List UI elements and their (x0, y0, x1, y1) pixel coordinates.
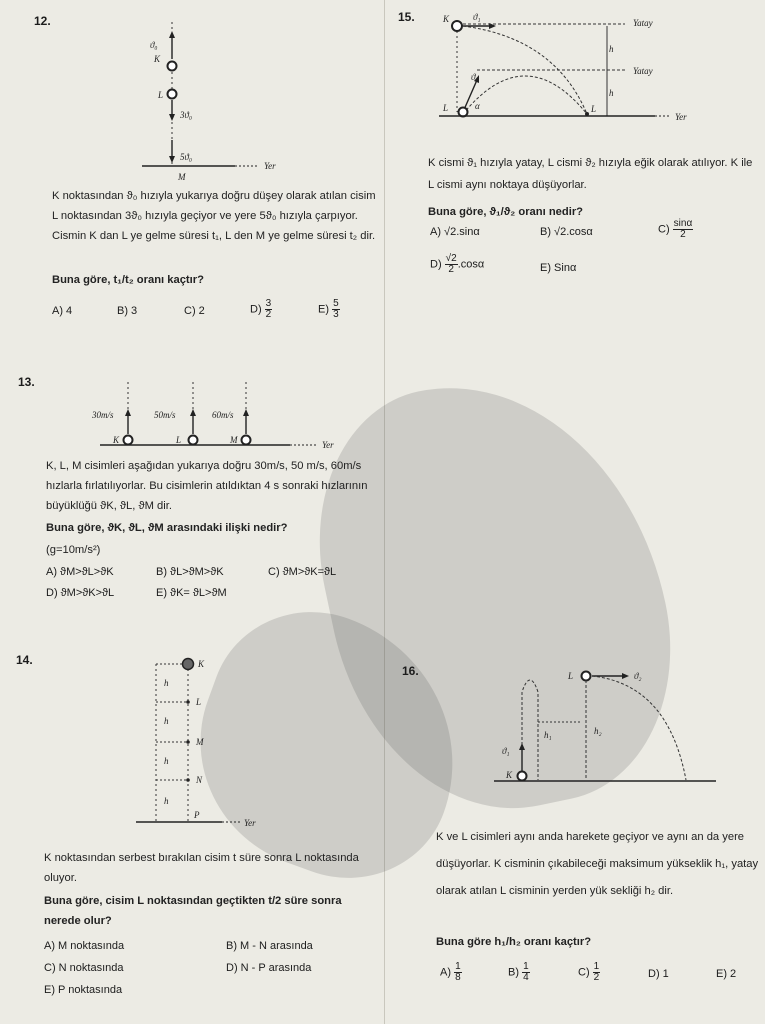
q12-figure (130, 14, 290, 184)
q13-question: Buna göre, ϑK, ϑL, ϑM arasındaki ilişki nedir? (46, 522, 288, 534)
q14-k-label: K (198, 659, 205, 669)
q16-option-a-prefix: A) (440, 966, 451, 979)
q16-figure (488, 662, 720, 786)
q12-v0-label: ϑ₀ (150, 40, 158, 50)
q16-option-b[interactable] (508, 962, 530, 983)
q15-ground-label: Yer (675, 112, 687, 122)
q15-option-c-fraction (673, 219, 694, 240)
q15-option-d[interactable] (430, 254, 484, 275)
q13-k-label: K (113, 435, 120, 445)
q12-option-d-fraction (265, 299, 273, 320)
q12-question: Buna göre, t₁/t₂ oranı kaçtır? (52, 274, 204, 286)
q12-ground-label: Yer (264, 161, 276, 171)
q12-text: K noktasından ϑ₀ hızıyla yukarıya doğru düşey olarak atılan cisim L noktasından 3ϑ₀ hızıyla geçiyor ve yere 5ϑ₀ hızıyla çarpıyor. Cismin K dan L ye gelme süresi t₁, L den M ye gelme süresi t₂ dir. (52, 190, 376, 242)
q16-option-b-num: 1 (523, 961, 529, 972)
q12-option-d[interactable] (250, 299, 272, 320)
q16-option-b-den: 4 (523, 972, 529, 983)
q15-option-c-prefix: C) (658, 223, 670, 236)
q12-option-e[interactable] (318, 299, 340, 320)
q12-number: 12. (34, 14, 51, 28)
q15-text: K cismi ϑ₁ hızıyla yatay, L cismi ϑ₂ hızıyla eğik olarak atılıyor. K ile L cismi aynı noktaya düşüyorlar. (428, 157, 753, 191)
q12-option-d-num: 3 (265, 298, 272, 309)
q13-vk-label: 30m/s (92, 410, 114, 420)
q15-alpha-label: α (475, 101, 480, 111)
q16-v1-label: ϑ₁ (502, 746, 510, 756)
q16-h1-label: h₁ (544, 730, 552, 740)
q14-option-a[interactable]: A) M noktasında (44, 940, 125, 952)
q15-h-label-1: h (609, 44, 614, 54)
q16-v2-label: ϑ₂ (634, 671, 642, 681)
q16-option-c-fraction (593, 962, 601, 983)
q12-option-e-num: 5 (333, 298, 339, 309)
q15-question: Buna göre, ϑ₁/ϑ₂ oranı nedir? (428, 206, 584, 218)
q12-option-e-fraction (332, 299, 340, 320)
q15-v1-label: ϑ₁ (473, 12, 481, 22)
q16-l-label: L (568, 671, 574, 681)
q15-yatay-label-1: Yatay (633, 18, 653, 28)
q15-option-d-prefix: D) (430, 258, 442, 271)
q16-option-c-den: 2 (593, 972, 600, 983)
q15-l-label-2: L (591, 104, 597, 114)
q15-option-c-den: 2 (680, 229, 686, 240)
q12-option-e-prefix: E) (318, 303, 329, 316)
q13-vl-label: 50m/s (154, 410, 176, 420)
q16-option-c-prefix: C) (578, 966, 590, 979)
q13-number: 13. (18, 375, 35, 389)
q13-vm-label: 60m/s (212, 410, 234, 420)
q15-option-d-num: √2 (445, 253, 457, 264)
q16-option-a[interactable] (440, 962, 462, 983)
q15-number: 15. (398, 10, 415, 24)
q15-option-d-den: 2 (448, 264, 454, 275)
q16-option-c-num: 1 (593, 961, 600, 972)
q14-ground-label: Yer (244, 818, 256, 828)
q14-option-e[interactable]: E) P noktasında (44, 984, 123, 996)
q12-option-c[interactable]: C) 2 (184, 305, 205, 317)
q15-option-e[interactable]: E) Sinα (540, 262, 577, 274)
q16-option-d[interactable]: D) 1 (648, 968, 669, 980)
q15-option-d-suffix: .cosα (457, 258, 485, 271)
q12-5v0-label: 5ϑ₀ (180, 152, 193, 162)
q14-h-label-1: h (164, 678, 169, 688)
q15-h-label-2: h (609, 88, 614, 98)
q16-option-b-fraction (522, 962, 530, 983)
q12-option-b[interactable]: B) 3 (117, 305, 138, 317)
q12-l-label: L (158, 90, 164, 100)
q12-m-label: M (178, 172, 186, 182)
q14-m-label: M (196, 737, 204, 747)
q13-text: K, L, M cisimleri aşağıdan yukarıya doğru 30m/s, 50 m/s, 60m/s hızlarla fırlatılıyorlar. Bu cisimlerin atıldıktan 4 s sonraki hızlarının büyüklüğü ϑK, ϑL, ϑM dir. (46, 460, 368, 512)
q16-question: Buna göre h₁/h₂ oranı kaçtır? (436, 936, 592, 948)
q16-option-a-den: 8 (455, 972, 461, 983)
q12-option-d-den: 2 (265, 309, 272, 320)
q16-number: 16. (402, 664, 419, 678)
q14-option-c[interactable]: C) N noktasında (44, 962, 124, 974)
q15-option-a[interactable]: A) √2.sinα (430, 226, 480, 238)
q14-h-label-4: h (164, 796, 169, 806)
q15-l-label-1: L (443, 103, 449, 113)
q13-option-c[interactable]: C) ϑM>ϑK=ϑL (268, 566, 337, 578)
q14-number: 14. (16, 653, 33, 667)
q12-option-e-den: 3 (333, 309, 339, 320)
q13-option-a[interactable]: A) ϑM>ϑL>ϑK (46, 566, 114, 578)
q14-l-label: L (196, 697, 202, 707)
q13-figure (80, 376, 370, 454)
q15-option-b[interactable]: B) √2.cosα (540, 226, 593, 238)
q16-h2-label: h₂ (594, 726, 602, 736)
q12-option-d-prefix: D) (250, 303, 262, 316)
q14-text: K noktasından serbest bırakılan cisim t süre sonra L noktasında oluyor. (44, 852, 359, 884)
q15-option-d-fraction (445, 254, 458, 275)
q14-h-label-3: h (164, 756, 169, 766)
q14-option-d[interactable]: D) N - P arasında (226, 962, 312, 974)
q14-n-label: N (196, 775, 203, 785)
q13-option-d[interactable]: D) ϑM>ϑK>ϑL (46, 587, 115, 599)
q15-yatay-label-2: Yatay (633, 66, 653, 76)
q13-option-e[interactable]: E) ϑK= ϑL>ϑM (156, 587, 227, 599)
q13-option-b[interactable]: B) ϑL>ϑM>ϑK (156, 566, 224, 578)
q14-question: Buna göre, cisim L noktasından geçtikten t/2 süre sonra nerede olur? (44, 895, 342, 927)
q16-option-b-prefix: B) (508, 966, 519, 979)
q14-p-label: P (194, 810, 200, 820)
q16-option-a-fraction (454, 962, 462, 983)
q16-option-c[interactable] (578, 962, 600, 983)
q13-ground-label: Yer (322, 440, 334, 450)
q13-m-label: M (230, 435, 238, 445)
q12-k-label: K (154, 54, 161, 64)
q15-v2-label: ϑ₂ (471, 72, 479, 82)
q14-option-b[interactable]: B) M - N arasında (226, 940, 313, 952)
q16-option-e[interactable]: E) 2 (716, 968, 737, 980)
q15-k-label: K (443, 14, 450, 24)
q16-text: K ve L cisimleri aynı anda harekete geçiyor ve aynı an da yere düşüyorlar. K cisminin çıkabileceği maksimum yükseklik h₁, yatay olarak atılan L cisminin yerden yük sekliği h₂ dir. (436, 831, 759, 897)
q13-l-label: L (176, 435, 182, 445)
q14-h-label-2: h (164, 716, 169, 726)
q12-option-a[interactable]: A) 4 (52, 305, 73, 317)
q16-option-a-num: 1 (455, 961, 461, 972)
q16-k-label: K (506, 770, 513, 780)
q15-option-c-num: sinα (673, 218, 693, 229)
q13-given: (g=10m/s²) (46, 544, 101, 556)
q12-3v0-label: 3ϑ₀ (180, 110, 193, 120)
q15-figure (425, 8, 715, 126)
q15-option-c[interactable] (658, 219, 693, 240)
q14-figure (130, 654, 280, 830)
